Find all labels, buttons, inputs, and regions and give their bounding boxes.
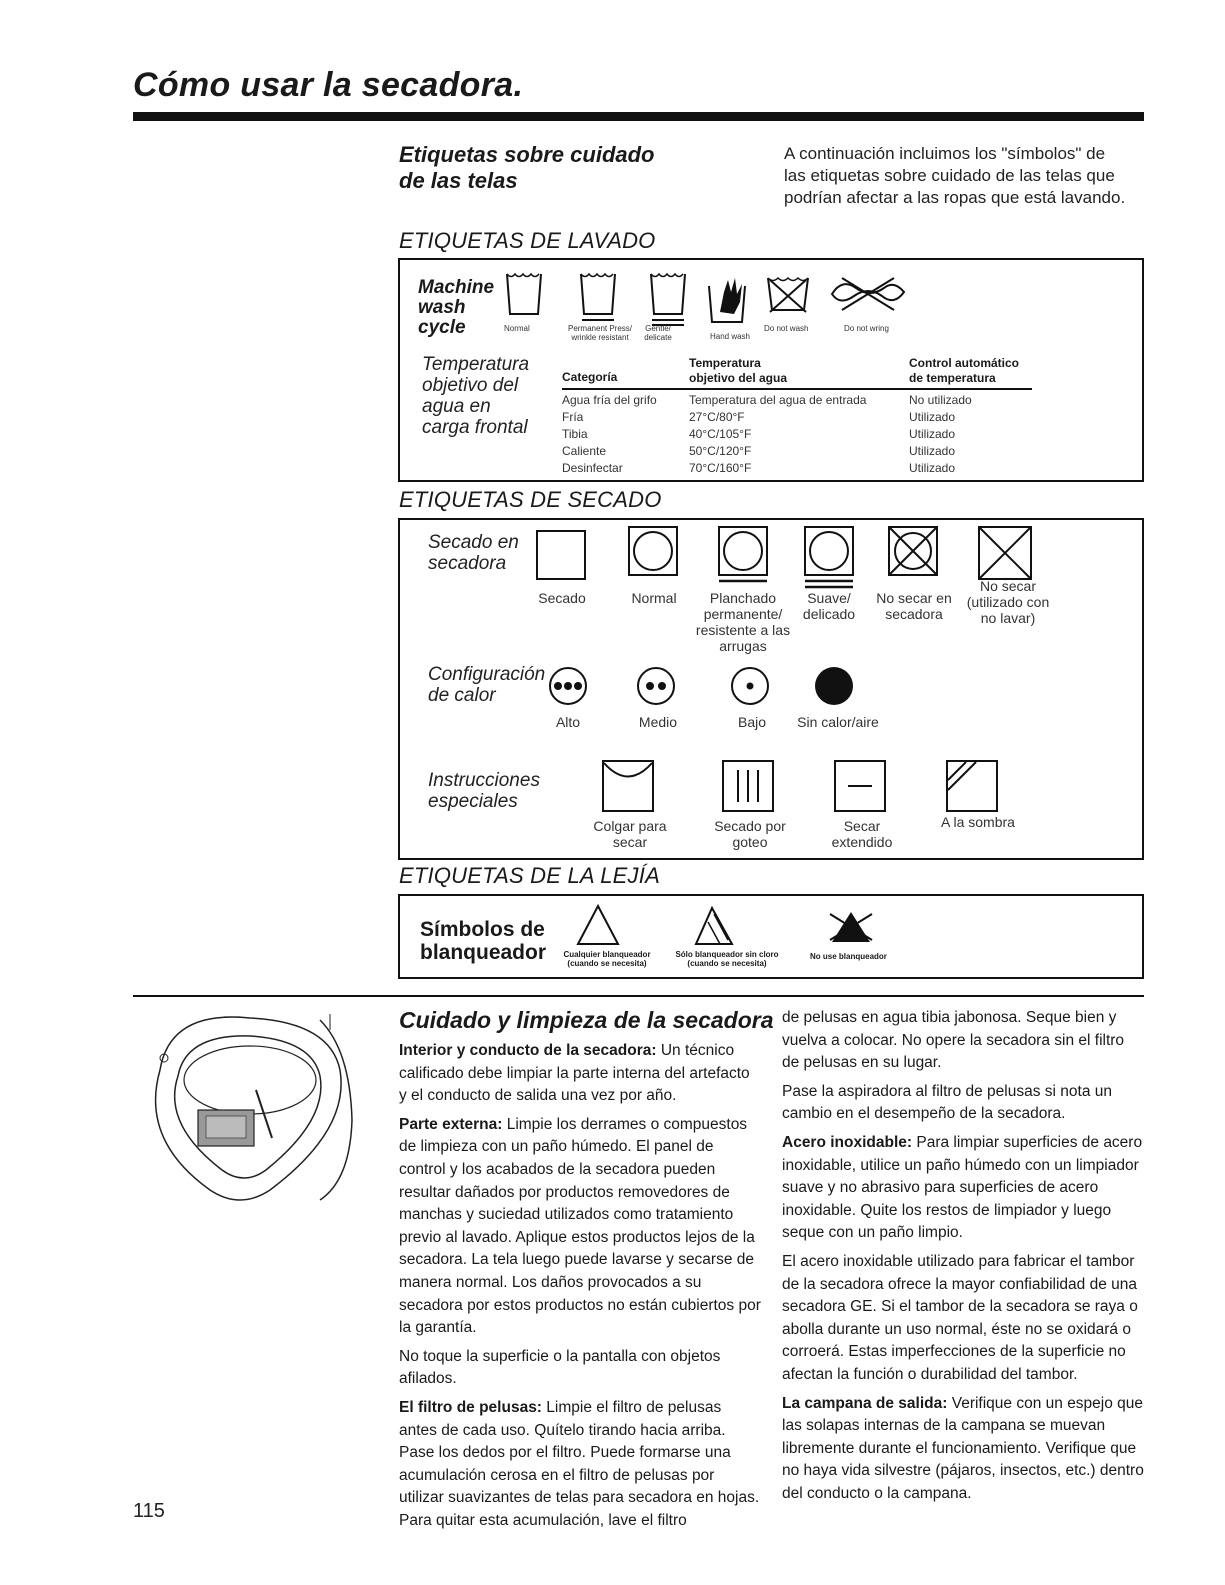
table-cell: Agua fría del grifo xyxy=(562,393,657,407)
paragraph-text: de pelusas en agua tibia jabonosa. Seque bien y vuelva a colocar. No opere la secadora sin el filtro de pelusas en su lugar. xyxy=(782,1009,1125,1072)
table-cell: 27°C/80°F xyxy=(689,410,745,424)
bleach-section-title: ETIQUETAS DE LA LEJÍA xyxy=(399,863,660,888)
tub-gentle-icon xyxy=(648,270,688,330)
table-cell: No utilizado xyxy=(909,393,972,407)
care-paragraph xyxy=(399,1040,761,1108)
bleach-symbols-label-line: Símbolos de xyxy=(420,918,545,941)
temp-label-line: objetivo del xyxy=(422,375,519,396)
temp-label-line: carga frontal xyxy=(422,417,528,438)
heat-setting-label-line: de calor xyxy=(428,685,496,706)
wash-section-title: ETIQUETAS DE LAVADO xyxy=(399,228,656,253)
fabric-care-heading xyxy=(399,142,655,194)
care-column-1 xyxy=(399,1040,761,1538)
table-cell: Fría xyxy=(562,410,584,424)
wash-symbol-label: Normal xyxy=(504,324,530,333)
care-column-2 xyxy=(782,1007,1144,1511)
drip-dry-icon xyxy=(722,760,776,814)
wash-symbol-label: Do not wring xyxy=(844,324,889,333)
special-label: Secar extendido xyxy=(831,818,893,850)
bleach-symbol-label: Sólo blanqueador sin cloro (cuando se necesita) xyxy=(675,950,779,968)
bleach-symbols-label xyxy=(420,918,546,964)
paragraph-lead: El filtro de pelusas: xyxy=(399,1398,542,1416)
table-cell: Utilizado xyxy=(909,427,956,441)
dry-labels-box xyxy=(398,518,1144,860)
special-label: Colgar para secar xyxy=(593,818,667,850)
table-cell: Caliente xyxy=(562,444,607,458)
table-cell: Utilizado xyxy=(909,410,956,424)
fabric-care-intro xyxy=(784,143,1154,209)
table-cell: Utilizado xyxy=(909,444,956,458)
tumble-dry-label-line: secadora xyxy=(428,553,507,574)
intro-line: podrían afectar a las ropas que está lavando. xyxy=(784,188,1126,207)
header-line: Control automático xyxy=(909,356,1019,370)
header-line: Temperatura xyxy=(689,356,761,370)
heat-setting-label xyxy=(428,664,545,706)
table-col-control xyxy=(909,392,972,477)
special-label: Secado por goteo xyxy=(714,818,786,850)
heat-medium-icon xyxy=(636,666,678,708)
paragraph-text: Para limpiar superficies de acero inoxidable, utilice un paño húmedo con un limpiador suave y no abrasivo para superficies de acero inoxidable. Quite los restos de limpiador y luego seque con un paño limpio. xyxy=(782,1133,1143,1242)
tumble-label: Planchado permanente/ resistente a las arrugas xyxy=(695,590,791,654)
table-cell: Temperatura del agua de entrada xyxy=(689,393,867,407)
wash-symbol-label: Hand wash xyxy=(709,332,751,341)
paragraph-text: Verifique con un espejo que las solapas internas de la campana se muevan libremente durante el funcionamiento. Verifique que no haya vida silvestre (pájaros, insectos, etc.) dentro del conducto o la campana. xyxy=(782,1394,1144,1502)
heat-setting-label-line: Configuración xyxy=(428,664,546,685)
machine-wash-label-line: cycle xyxy=(418,317,466,338)
wash-labels-box xyxy=(398,258,1144,482)
line-dry-icon xyxy=(602,760,656,814)
tumble-label: No secar (utilizado con no lavar) xyxy=(966,578,1050,626)
square-icon xyxy=(536,530,588,582)
machine-wash-label xyxy=(418,278,494,338)
paragraph-text: Limpie el filtro de pelusas antes de cada uso. Quítelo tirando hacia arriba. Pase los dedos por el filtro. Puede formarse una acumulación cerosa en el filtro de pelusas por utilizar suavizantes de telas para secadora en hojas. Para quitar esta acumulación, lave el filtro xyxy=(399,1398,760,1529)
table-cell: 70°C/160°F xyxy=(689,461,752,475)
table-cell: Desinfectar xyxy=(562,461,623,475)
care-paragraph xyxy=(782,1081,1144,1126)
do-not-wash-icon xyxy=(764,272,812,318)
dry-in-shade-icon xyxy=(946,760,1000,814)
bleach-labels-box xyxy=(398,894,1144,979)
heat-high-icon xyxy=(548,666,590,708)
do-not-dry-icon xyxy=(978,526,1034,582)
paragraph-text: No toque la superficie o la pantalla con objetos afilados. xyxy=(399,1347,721,1388)
section-divider xyxy=(133,995,1144,997)
intro-line: las etiquetas sobre cuidado de las telas que xyxy=(784,166,1115,185)
paragraph-text: Un técnico calificado debe limpiar la parte interna del artefacto y el conducto de salida una vez por año. xyxy=(399,1042,750,1105)
table-cell: 40°C/105°F xyxy=(689,427,752,441)
do-not-bleach-icon xyxy=(826,908,876,946)
table-cell: Tibia xyxy=(562,427,588,441)
tub-permanent-press-icon xyxy=(578,270,618,326)
dry-section-title: ETIQUETAS DE SECADO xyxy=(399,487,662,512)
machine-wash-label-line: wash xyxy=(418,297,466,318)
wash-symbol-label: Permanent Press/ wrinkle resistant xyxy=(567,324,633,342)
paragraph-lead: Acero inoxidable: xyxy=(782,1133,913,1151)
header-line: objetivo del agua xyxy=(689,371,788,385)
special-instructions-label xyxy=(428,770,540,812)
wash-symbol-label: Gentle/ delicate xyxy=(644,324,672,342)
temp-label-line: agua en xyxy=(422,396,491,417)
machine-wash-label-line: Machine xyxy=(418,277,495,298)
fabric-care-heading-line1: Etiquetas sobre cuidado xyxy=(399,142,655,167)
do-not-tumble-dry-icon xyxy=(888,526,940,578)
paragraph-text: Limpie los derrames o compuestos de limpieza con un paño húmedo. El panel de control y los acabados de la secadora pueden resultar dañados por productos removedores de manchas y suciedad utilizados como tratamiento previo al lavado. Aplique estos productos lejos de la secadora. La tela luego puede lavarse y secarse de manera normal. Los daños provocados a su secadora por estos productos no están cubiertos por la garantía. xyxy=(399,1115,761,1337)
paragraph-lead: La campana de salida: xyxy=(782,1394,948,1412)
care-paragraph xyxy=(782,1251,1144,1387)
care-paragraph xyxy=(399,1114,761,1340)
tumble-label: No secar en secadora xyxy=(876,590,952,622)
tumble-label: Suave/ delicado xyxy=(802,590,856,622)
dry-flat-icon xyxy=(834,760,888,814)
heat-label: Sin calor/aire xyxy=(797,714,879,730)
tumble-dry-label-line: Secado en xyxy=(428,532,519,553)
title-rule xyxy=(133,112,1144,121)
page-number: 115 xyxy=(133,1500,165,1522)
paragraph-text: Pase la aspiradora al filtro de pelusas si nota un cambio en el desempeño de la secadora. xyxy=(782,1082,1113,1123)
table-col-temperature xyxy=(689,392,866,477)
do-not-wring-icon xyxy=(828,274,908,314)
temp-label-line: Temperatura xyxy=(422,354,530,375)
bleach-symbol-label: Cualquier blanqueador (cuando se necesita) xyxy=(563,950,651,968)
tumble-permanent-press-icon xyxy=(718,526,770,586)
wash-symbol-label: Do not wash xyxy=(764,324,809,333)
page-title: Cómo usar la secadora. xyxy=(133,66,524,104)
hand-wash-icon xyxy=(706,272,752,328)
dryer-lint-filter-illustration xyxy=(140,1010,360,1220)
tub-normal-icon xyxy=(504,270,544,320)
tumble-label: Secado xyxy=(538,590,586,606)
care-paragraph xyxy=(399,1397,761,1533)
any-bleach-icon xyxy=(576,904,620,946)
special-instructions-label-line: especiales xyxy=(428,791,518,812)
temp-label xyxy=(422,354,529,438)
heat-low-icon xyxy=(730,666,772,708)
paragraph-text: El acero inoxidable utilizado para fabricar el tambor de la secadora ofrece la mayor confiabilidad de una secadora GE. Si el tambor de la secadora se raya o abolla durante un uso normal, éste no se oxidará o corroerá. Estas imperfecciones de la superficie no afectan la función o durabilidad del tambor. xyxy=(782,1252,1138,1383)
tumble-normal-icon xyxy=(628,526,680,578)
intro-line: A continuación incluimos los "símbolos" de xyxy=(784,144,1106,163)
bleach-symbol-label: No use blanqueador xyxy=(810,952,887,961)
header-line: de temperatura xyxy=(909,371,996,385)
table-header-category: Categoría xyxy=(562,370,618,384)
bleach-symbols-label-line: blanqueador xyxy=(420,941,547,964)
care-paragraph xyxy=(782,1393,1144,1506)
no-heat-icon xyxy=(814,666,856,708)
paragraph-lead: Parte externa: xyxy=(399,1115,503,1133)
tumble-label: Normal xyxy=(631,590,677,606)
tumble-dry-label xyxy=(428,532,519,574)
heat-label: Alto xyxy=(555,714,581,730)
care-paragraph xyxy=(399,1346,761,1391)
paragraph-lead: Interior y conducto de la secadora: xyxy=(399,1042,657,1059)
special-instructions-label-line: Instrucciones xyxy=(428,770,540,791)
heat-label: Bajo xyxy=(737,714,767,730)
non-chlorine-bleach-icon xyxy=(694,906,738,946)
tumble-gentle-icon xyxy=(804,526,856,592)
table-header-temperature xyxy=(689,356,787,386)
fabric-care-heading-line2: de las telas xyxy=(399,168,518,193)
special-label: A la sombra xyxy=(941,814,1015,830)
heat-label: Medio xyxy=(638,714,678,730)
care-heading: Cuidado y limpieza de la secadora xyxy=(399,1007,774,1033)
table-header-rule xyxy=(562,388,1032,390)
table-col-category xyxy=(562,392,657,477)
care-paragraph xyxy=(782,1132,1144,1245)
table-cell: Utilizado xyxy=(909,461,956,475)
table-cell: 50°C/120°F xyxy=(689,444,752,458)
table-header-control xyxy=(909,356,1019,386)
care-paragraph xyxy=(782,1007,1144,1075)
